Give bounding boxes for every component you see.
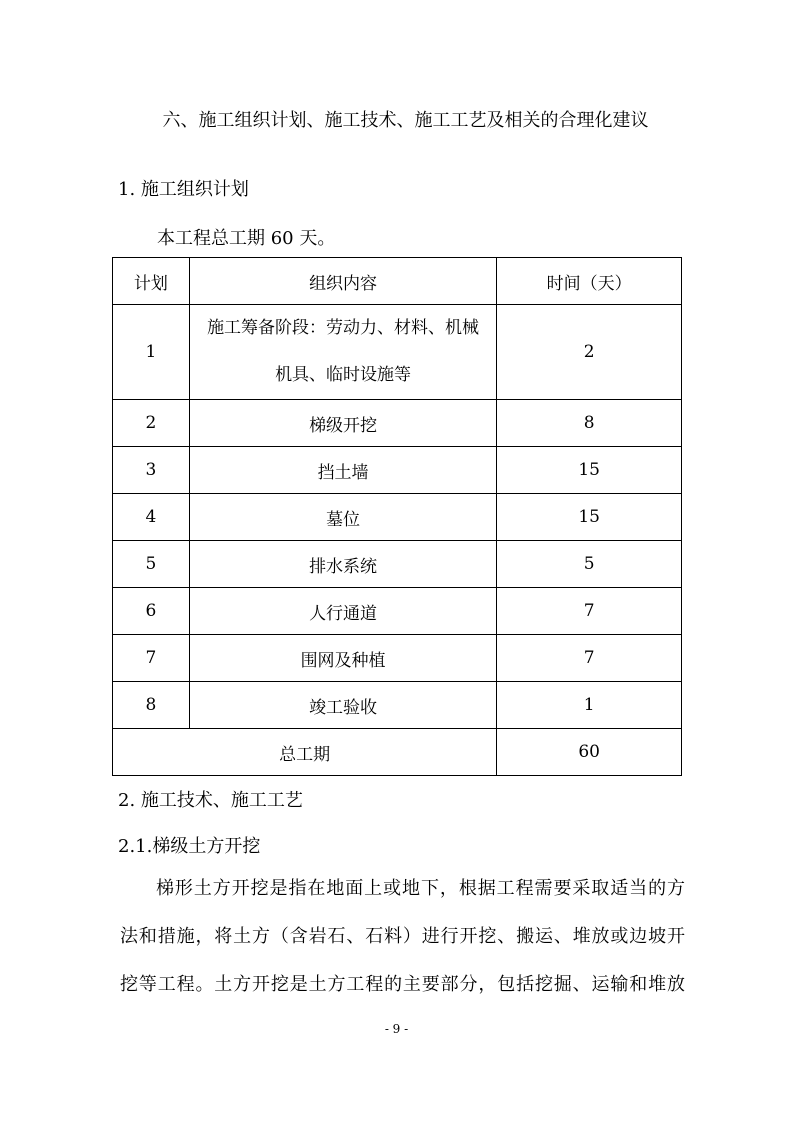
table-header-row: [113, 258, 682, 305]
plan-cell: 4: [113, 494, 190, 541]
content-cell: 梯级开挖: [189, 400, 496, 447]
section-title: 六、施工组织计划、施工技术、施工工艺及相关的合理化建议: [162, 110, 649, 131]
section-1-heading: 1. 施工组织计划: [118, 179, 249, 200]
content-cell: 排水系统: [189, 541, 496, 588]
total-days: 60: [497, 729, 682, 776]
days-cell: 2: [497, 305, 682, 400]
header-content: 组织内容: [189, 258, 496, 305]
total-duration-text: 本工程总工期 60 天。: [157, 228, 336, 249]
schedule-table: [112, 257, 682, 776]
content-line: 机具、临时设施等: [275, 365, 412, 385]
header-plan: 计划: [113, 258, 190, 305]
days-cell: 15: [497, 447, 682, 494]
content-cell: 墓位: [189, 494, 496, 541]
total-label: 总工期: [113, 729, 497, 776]
paragraph-line: 法和措施，将土方（含岩石、石料）进行开挖、搬运、堆放或边坡开: [120, 926, 685, 947]
table-row: [113, 682, 682, 729]
header-days: 时间（天）: [497, 258, 682, 305]
table-row: [113, 588, 682, 635]
section-2-heading: 2. 施工技术、施工工艺: [118, 790, 303, 811]
table-row: [113, 400, 682, 447]
body-paragraph: [120, 865, 685, 1009]
days-cell: 1: [497, 682, 682, 729]
content-cell: 人行通道: [189, 588, 496, 635]
days-cell: 15: [497, 494, 682, 541]
content-cell: 竣工验收: [189, 682, 496, 729]
table-row: [113, 305, 682, 400]
content-cell: [189, 305, 496, 400]
table-row: [113, 541, 682, 588]
days-cell: 7: [497, 635, 682, 682]
content-line: 施工筹备阶段：劳动力、材料、机械: [207, 318, 480, 338]
table-row: [113, 494, 682, 541]
plan-cell: 6: [113, 588, 190, 635]
content-cell: 挡土墙: [189, 447, 496, 494]
plan-cell: 2: [113, 400, 190, 447]
plan-cell: 1: [113, 305, 190, 400]
days-cell: 8: [497, 400, 682, 447]
content-cell: 围网及种植: [189, 635, 496, 682]
section-2-1-heading: 2.1.梯级土方开挖: [118, 836, 261, 857]
days-cell: 7: [497, 588, 682, 635]
days-cell: 5: [497, 541, 682, 588]
table-row: [113, 635, 682, 682]
table-row: [113, 447, 682, 494]
plan-cell: 5: [113, 541, 190, 588]
plan-cell: 7: [113, 635, 190, 682]
plan-cell: 8: [113, 682, 190, 729]
page-number: - 9 -: [384, 1022, 409, 1036]
paragraph-line: 梯形土方开挖是指在地面上或地下，根据工程需要采取适当的方: [156, 878, 685, 899]
table-total-row: [113, 729, 682, 776]
paragraph-line: 挖等工程。土方开挖是土方工程的主要部分，包括挖掘、运输和堆放: [120, 974, 685, 995]
plan-cell: 3: [113, 447, 190, 494]
